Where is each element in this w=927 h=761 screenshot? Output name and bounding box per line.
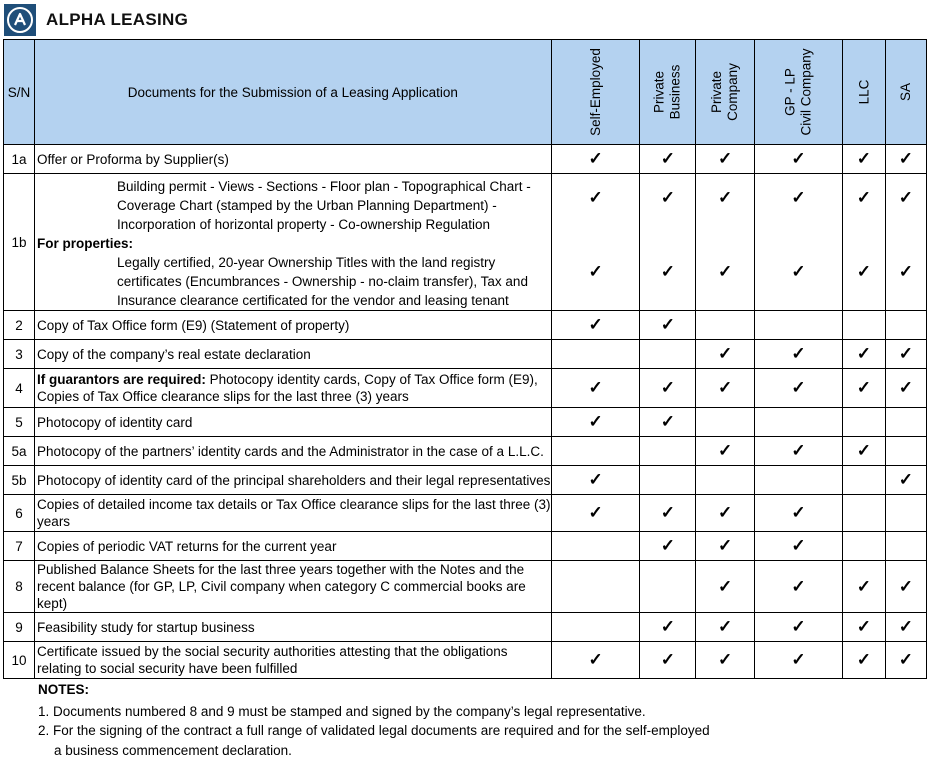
check-cell — [696, 437, 755, 466]
checkmark-icon: ✓ — [898, 262, 913, 281]
check-cell — [885, 340, 926, 369]
check-cell — [640, 145, 696, 174]
table-row — [4, 145, 927, 174]
checkmark-icon: ✓ — [718, 650, 733, 669]
document-text — [35, 495, 552, 532]
header-row — [4, 40, 927, 145]
check-cell — [755, 532, 843, 561]
checkmark-icon: ✓ — [718, 576, 733, 596]
table-row — [4, 642, 927, 679]
documents-header: Documents for the Submission of a Leasing Application — [35, 40, 552, 145]
column-header — [551, 40, 640, 145]
check-cell — [843, 311, 886, 340]
checkmark-icon: ✓ — [898, 650, 913, 669]
checkmark-icon: ✓ — [791, 650, 806, 669]
document-text — [35, 613, 552, 642]
check-cell — [640, 437, 696, 466]
row-number: 7 — [4, 532, 35, 561]
table-row — [4, 369, 927, 408]
checkmark-icon: ✓ — [856, 188, 871, 207]
check-cell — [696, 369, 755, 408]
check-cell — [843, 495, 886, 532]
checkmark-icon: ✓ — [718, 378, 733, 397]
checkmark-icon: ✓ — [898, 149, 913, 168]
checkmark-icon: ✓ — [856, 262, 871, 281]
document-text — [35, 174, 552, 311]
check-cell — [755, 613, 843, 642]
check-cell — [885, 466, 926, 495]
checkmark-icon: ✓ — [660, 378, 675, 397]
check-cell — [640, 174, 696, 311]
checkmark-icon: ✓ — [588, 650, 603, 669]
checkmark-icon: ✓ — [718, 149, 733, 168]
checkmark-icon: ✓ — [718, 536, 733, 555]
row-number: 2 — [4, 311, 35, 340]
checkmark-icon: ✓ — [791, 149, 806, 168]
note-2: 2. For the signing of the contract a full range of validated legal documents are required and for the self-employed — [38, 723, 710, 738]
check-cell — [843, 174, 886, 311]
check-cell — [885, 369, 926, 408]
check-cell — [843, 561, 886, 613]
check-cell — [696, 642, 755, 679]
note-2-continued: a business commencement declaration. — [54, 742, 292, 758]
check-cell — [640, 613, 696, 642]
check-cell — [843, 642, 886, 679]
checkmark-icon: ✓ — [791, 503, 806, 522]
checkmark-icon: ✓ — [718, 344, 733, 363]
checkmark-icon: ✓ — [791, 441, 806, 460]
table-row — [4, 561, 927, 613]
checkmark-icon: ✓ — [898, 576, 913, 596]
check-cell — [551, 532, 640, 561]
check-cell — [696, 561, 755, 613]
check-cell — [755, 408, 843, 437]
column-header-line: Private — [709, 70, 725, 114]
checkmark-icon: ✓ — [718, 503, 733, 522]
check-cell — [696, 532, 755, 561]
check-cell — [640, 311, 696, 340]
column-header-line: GP - LP — [782, 68, 798, 116]
check-cell — [755, 145, 843, 174]
check-cell — [755, 369, 843, 408]
notes-title: NOTES: — [38, 682, 90, 697]
check-cell — [755, 466, 843, 495]
check-cell — [755, 437, 843, 466]
column-header-line: SA — [897, 82, 913, 102]
row-number: 1b — [4, 174, 35, 311]
check-cell — [843, 145, 886, 174]
table-row — [4, 340, 927, 369]
check-cell — [551, 437, 640, 466]
check-cell — [551, 613, 640, 642]
document-label: Photocopy of the partners’ identity cards and the Administrator in the case of a L.L.C. — [37, 443, 544, 459]
check-cell — [885, 437, 926, 466]
table-row — [4, 437, 927, 466]
checkmark-icon: ✓ — [791, 536, 806, 555]
check-cell — [551, 340, 640, 369]
properties-requirement-a: Building permit - Views - Sections - Floor plan - Topographical Chart - Coverage Chart (stamped by the Urban Planning Department) - Incorporation of horizontal property - Co-ownership Regulation — [117, 179, 531, 232]
checkmark-icon: ✓ — [791, 576, 806, 596]
check-cell — [640, 466, 696, 495]
check-cell — [696, 466, 755, 495]
column-header — [640, 40, 696, 145]
check-cell — [640, 532, 696, 561]
document-text — [35, 340, 552, 369]
checkmark-icon: ✓ — [660, 412, 675, 431]
row-number: 5b — [4, 466, 35, 495]
document-text — [35, 408, 552, 437]
row-number: 9 — [4, 613, 35, 642]
document-label: Copies of detailed income tax details or Tax Office clearance slips for the last three (3) years — [37, 497, 551, 529]
check-cell — [551, 145, 640, 174]
check-cell — [885, 495, 926, 532]
check-cell — [696, 495, 755, 532]
check-cell — [696, 340, 755, 369]
column-header — [843, 40, 886, 145]
table-row — [4, 466, 927, 495]
table-row — [4, 408, 927, 437]
check-cell — [843, 532, 886, 561]
column-header — [885, 40, 926, 145]
checkmark-icon: ✓ — [791, 262, 806, 281]
table-row — [4, 174, 927, 311]
check-cell — [885, 311, 926, 340]
checkmark-icon: ✓ — [898, 378, 913, 397]
check-cell — [843, 369, 886, 408]
checkmark-icon: ✓ — [718, 262, 733, 281]
table-row — [4, 613, 927, 642]
checkmark-icon: ✓ — [898, 344, 913, 363]
check-cell — [843, 408, 886, 437]
checkmark-icon: ✓ — [660, 503, 675, 522]
table-row — [4, 311, 927, 340]
check-cell — [696, 174, 755, 311]
checkmark-icon: ✓ — [660, 617, 675, 636]
checkmark-icon: ✓ — [660, 536, 675, 555]
check-cell — [551, 174, 640, 311]
check-cell — [640, 561, 696, 613]
row-number: 1a — [4, 145, 35, 174]
check-cell — [755, 174, 843, 311]
check-cell — [885, 174, 926, 311]
checkmark-icon: ✓ — [898, 188, 913, 207]
check-cell — [551, 495, 640, 532]
document-label: Photocopy identity cards, Copy of Tax Office form (E9), Copies of Tax Office clearance slips for the last three (3) years — [37, 372, 538, 404]
checkmark-icon: ✓ — [588, 470, 603, 489]
check-cell — [755, 340, 843, 369]
document-label: Photocopy of identity card of the principal shareholders and their legal representatives — [37, 472, 551, 488]
brand-logo — [4, 4, 188, 36]
document-text — [35, 532, 552, 561]
checkmark-icon: ✓ — [588, 315, 603, 334]
check-cell — [885, 145, 926, 174]
notes-section — [38, 680, 710, 760]
check-cell — [640, 642, 696, 679]
checkmark-icon: ✓ — [660, 262, 675, 281]
checkmark-icon: ✓ — [898, 470, 913, 489]
note-1: 1. Documents numbered 8 and 9 must be stamped and signed by the company’s legal representative. — [38, 703, 646, 719]
column-header-line: Business — [667, 64, 683, 120]
checkmark-icon: ✓ — [856, 149, 871, 168]
document-text — [35, 311, 552, 340]
checkmark-icon: ✓ — [856, 441, 871, 460]
check-cell — [885, 642, 926, 679]
check-cell — [640, 340, 696, 369]
checkmark-icon: ✓ — [718, 441, 733, 460]
checkmark-icon: ✓ — [856, 576, 871, 596]
check-cell — [843, 340, 886, 369]
check-cell — [755, 311, 843, 340]
column-header-line: Self-Employed — [587, 48, 603, 136]
document-label: Feasibility study for startup business — [37, 619, 255, 635]
document-text — [35, 369, 552, 408]
check-cell — [551, 466, 640, 495]
check-cell — [640, 408, 696, 437]
document-text — [35, 561, 552, 613]
checkmark-icon: ✓ — [660, 650, 675, 669]
check-cell — [843, 466, 886, 495]
check-cell — [640, 369, 696, 408]
check-cell — [755, 561, 843, 613]
document-text — [35, 466, 552, 495]
check-cell — [755, 642, 843, 679]
check-cell — [843, 613, 886, 642]
column-header-line: LLC — [855, 79, 871, 105]
check-cell — [551, 311, 640, 340]
checkmark-icon: ✓ — [856, 617, 871, 636]
checkmark-icon: ✓ — [856, 344, 871, 363]
row-number: 10 — [4, 642, 35, 679]
checkmark-icon: ✓ — [791, 344, 806, 363]
checkmark-icon: ✓ — [588, 378, 603, 397]
check-cell — [755, 495, 843, 532]
document-label: Copy of Tax Office form (E9) (Statement of property) — [37, 317, 350, 333]
document-text — [35, 437, 552, 466]
document-label: Copy of the company’s real estate declaration — [37, 346, 311, 362]
checkmark-icon: ✓ — [588, 262, 603, 281]
checkmark-icon: ✓ — [898, 617, 913, 636]
table-row — [4, 532, 927, 561]
document-label: Copies of periodic VAT returns for the current year — [37, 538, 337, 554]
checkmark-icon: ✓ — [856, 378, 871, 397]
check-cell — [551, 369, 640, 408]
sn-header: S/N — [4, 40, 35, 145]
row-number: 6 — [4, 495, 35, 532]
check-cell — [843, 437, 886, 466]
brand-name: ALPHA LEASING — [46, 10, 189, 29]
check-cell — [885, 408, 926, 437]
checkmark-icon: ✓ — [791, 617, 806, 636]
check-cell — [551, 408, 640, 437]
check-cell — [696, 145, 755, 174]
column-header-line: Company — [725, 63, 741, 121]
checkmark-icon: ✓ — [588, 503, 603, 522]
column-header-line: Private — [651, 70, 667, 114]
row-number: 5a — [4, 437, 35, 466]
checkmark-icon: ✓ — [588, 149, 603, 168]
checkmark-icon: ✓ — [660, 188, 675, 207]
document-label: Certificate issued by the social security authorities attesting that the obligations relating to social security have been fulfilled — [37, 644, 508, 676]
guarantors-label: If guarantors are required: — [37, 372, 206, 387]
checkmark-icon: ✓ — [791, 188, 806, 207]
checkmark-icon: ✓ — [718, 617, 733, 636]
check-cell — [885, 532, 926, 561]
check-cell — [885, 561, 926, 613]
document-text — [35, 642, 552, 679]
check-cell — [551, 561, 640, 613]
row-number: 8 — [4, 561, 35, 613]
checkmark-icon: ✓ — [791, 378, 806, 397]
document-text — [35, 145, 552, 174]
row-number: 5 — [4, 408, 35, 437]
table-row — [4, 495, 927, 532]
column-header — [696, 40, 755, 145]
check-cell — [696, 311, 755, 340]
properties-label: For properties: — [37, 236, 134, 251]
column-header — [755, 40, 843, 145]
checkmark-icon: ✓ — [660, 149, 675, 168]
checkmark-icon: ✓ — [588, 412, 603, 431]
check-cell — [640, 495, 696, 532]
checkmark-icon: ✓ — [718, 188, 733, 207]
check-cell — [551, 642, 640, 679]
row-number: 3 — [4, 340, 35, 369]
check-cell — [885, 613, 926, 642]
check-cell — [696, 613, 755, 642]
requirements-table — [3, 39, 927, 679]
checkmark-icon: ✓ — [856, 650, 871, 669]
checkmark-icon: ✓ — [660, 315, 675, 334]
check-cell — [696, 408, 755, 437]
document-label: Published Balance Sheets for the last three years together with the Notes and the recent balance (for GP, LP, Civil company when category C commercial books are kept) — [37, 562, 526, 611]
column-header-line: Civil Company — [798, 48, 814, 136]
properties-requirement-b: Legally certified, 20-year Ownership Titles with the land registry certificates (Encumbrances - Ownership - no-claim transfer), Tax and Insurance clearance certificated for the vendor and leasing tenant — [117, 255, 528, 308]
document-label: Photocopy of identity card — [37, 414, 193, 430]
alpha-logo-icon — [4, 4, 36, 36]
checkmark-icon: ✓ — [588, 188, 603, 207]
document-label: Offer or Proforma by Supplier(s) — [37, 151, 229, 167]
row-number: 4 — [4, 369, 35, 408]
